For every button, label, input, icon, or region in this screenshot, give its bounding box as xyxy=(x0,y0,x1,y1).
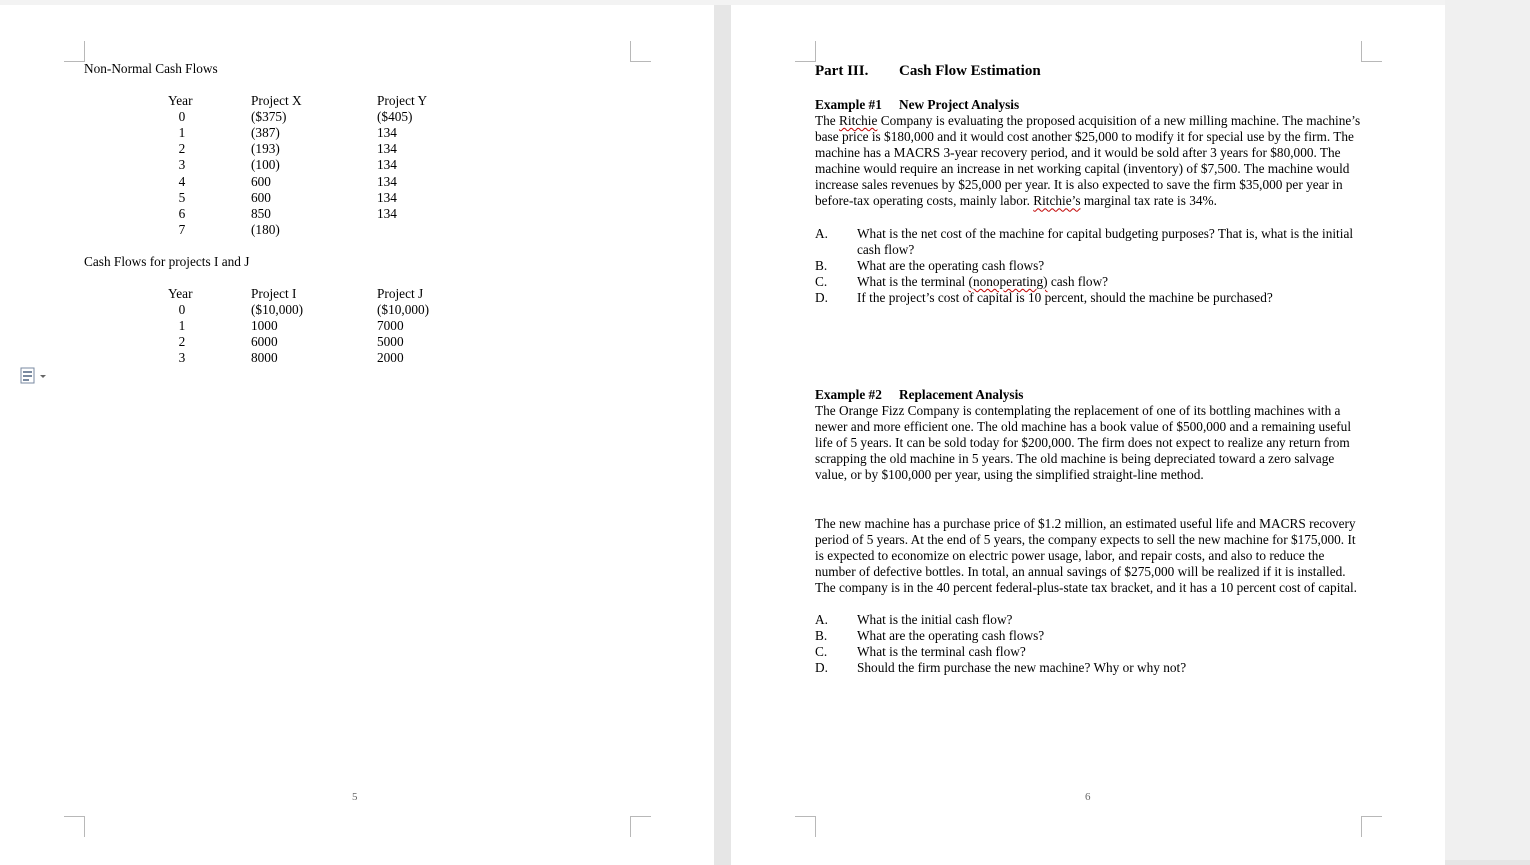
spellcheck-flag[interactable]: (nonoperating) xyxy=(968,274,1048,289)
list-item: B. What are the operating cash flows? xyxy=(815,628,1045,643)
part-title: Cash Flow Estimation xyxy=(899,63,1041,79)
crop-mark xyxy=(1361,816,1382,837)
table-cell: (387) xyxy=(251,125,280,141)
example-2-title: Replacement Analysis xyxy=(899,387,1024,402)
list-item: D. Should the firm purchase the new machine? Why or why not? xyxy=(815,660,1187,675)
table-cell: 6 xyxy=(178,205,186,221)
page-number: 6 xyxy=(1085,791,1091,803)
example-1-questions xyxy=(815,226,1363,306)
crop-mark xyxy=(1361,41,1382,62)
spellcheck-flag[interactable]: Ritchie’s xyxy=(1033,193,1081,209)
crop-mark xyxy=(795,41,816,62)
document-page-6[interactable] xyxy=(731,5,1445,865)
table-cell: 8000 xyxy=(251,350,278,366)
table-cell: 134 xyxy=(377,125,397,141)
table-cell: 7 xyxy=(178,221,186,237)
table-cell: ($10,000) xyxy=(377,302,430,318)
heading-non-normal-cash-flows: Non-Normal Cash Flows xyxy=(84,61,218,76)
example-2-paragraph-2: The new machine has a purchase price of $1.2 million, an estimated useful life and MACRS recovery period of 5 years. At the end of 5 years, the company expects to sell the new machine for $175,000. It is expected to economize on electric power usage, labor, and repair costs, and also to reduce the number of defective bottles. In total, an annual savings of $275,000 will be realized if it is installed. The company is in the 40 percent federal-plus-state tax bracket, and it has a 10 percent cost of capital. xyxy=(815,516,1358,596)
table-cell: 850 xyxy=(251,205,271,221)
example-2-paragraph-1: The Orange Fizz Company is contemplating the replacement of one of its bottling machines with a newer and more efficient one. The old machine has a book value of $500,000 and a remaining useful life of 5 years. It can be sold today for $200,000. The firm does not expect to realize any return from scrapping the old machine in 5 years. The old machine is being depreciated toward a zero salvage value, or by $100,000 per year, using the simplified straight-line method. xyxy=(815,403,1352,483)
list-item: C. What is the terminal (nonoperating) cash flow? xyxy=(815,274,1109,289)
table-cell: 6000 xyxy=(251,334,278,350)
table-cell: 7000 xyxy=(377,318,404,334)
table-cell: 3 xyxy=(178,350,186,366)
table-cell: 1 xyxy=(178,318,186,334)
list-item: B. What are the operating cash flows? xyxy=(815,258,1045,273)
crop-mark xyxy=(64,41,85,62)
spellcheck-flag[interactable]: Ritchie xyxy=(839,113,878,128)
crop-mark xyxy=(630,816,651,837)
part-label: Part III. xyxy=(815,63,869,79)
page-number: 5 xyxy=(352,791,358,803)
table-cell: 600 xyxy=(251,173,271,189)
table-cell: 134 xyxy=(377,157,397,173)
table-cell: ($375) xyxy=(251,109,287,125)
table-cell: 2000 xyxy=(377,350,404,366)
table-header-cell: Project J xyxy=(377,286,424,301)
table-cell: 600 xyxy=(251,189,271,205)
table-cell: 1000 xyxy=(251,318,278,334)
crop-mark xyxy=(630,41,651,62)
table-cell: (100) xyxy=(251,157,280,173)
table-cell: 2 xyxy=(178,141,186,157)
table-header-cell: Project I xyxy=(251,286,297,301)
crop-mark xyxy=(64,816,85,837)
example-1-label: Example #1 xyxy=(815,97,882,112)
list-item: C. What is the terminal cash flow? xyxy=(815,644,1026,659)
document-background-margin xyxy=(1445,0,1530,860)
table-cell: ($10,000) xyxy=(251,302,304,318)
example-1-body: The Ritchie Company is evaluating the proposed acquisition of a new milling machine. The machine’s base price is $180,000 and it would cost another $25,000 to modify it for special use by the firm. The machine has a MACRS 3-year recovery period, and it would be sold after 3 years for $80,000. The machine would require an increase in net working capital (inventory) of $7,500. The machine would increase sales revenues by $25,000 per year. It is also expected to save the firm $35,000 per year in before-tax operating costs, mainly labor. Ritchie’s marginal tax rate is 34%. xyxy=(815,113,1361,209)
paste-options-icon[interactable] xyxy=(20,367,48,385)
table-cell: 0 xyxy=(178,109,186,125)
example-1-title: New Project Analysis xyxy=(899,97,1020,112)
heading-cash-flows-i-j: Cash Flows for projects I and J xyxy=(84,254,250,269)
table-cell: 5 xyxy=(178,189,186,205)
table-cell: (193) xyxy=(251,141,280,157)
example-2-questions xyxy=(815,612,1363,676)
list-item: D. If the project’s cost of capital is 10 percent, should the machine be purchased? xyxy=(815,290,1273,305)
table-header-cell: Project Y xyxy=(377,93,428,108)
table-cell: 1 xyxy=(178,125,186,141)
example-2-label: Example #2 xyxy=(815,387,882,402)
table-cell: 3 xyxy=(178,157,186,173)
table-cell: 4 xyxy=(178,173,186,189)
table-header-cell: Year xyxy=(168,286,193,301)
table-cell: 134 xyxy=(377,173,397,189)
table-cell: 2 xyxy=(178,334,186,350)
table-header-cell: Year xyxy=(168,93,193,108)
document-page-5[interactable] xyxy=(0,5,714,865)
table-cell: 5000 xyxy=(377,334,404,350)
list-item: A. What is the net cost of the machine for capital budgeting purposes? That is, what is the initial cash flow? xyxy=(815,226,1354,257)
table-cell: 0 xyxy=(178,302,186,318)
list-item: A. What is the initial cash flow? xyxy=(815,612,1013,627)
table-cell: 134 xyxy=(377,141,397,157)
crop-mark xyxy=(795,816,816,837)
table-cell: 134 xyxy=(377,189,397,205)
table-cell: (180) xyxy=(251,221,280,237)
table-cell: ($405) xyxy=(377,109,413,125)
table-cell: 134 xyxy=(377,205,397,221)
table-header-cell: Project X xyxy=(251,93,302,108)
